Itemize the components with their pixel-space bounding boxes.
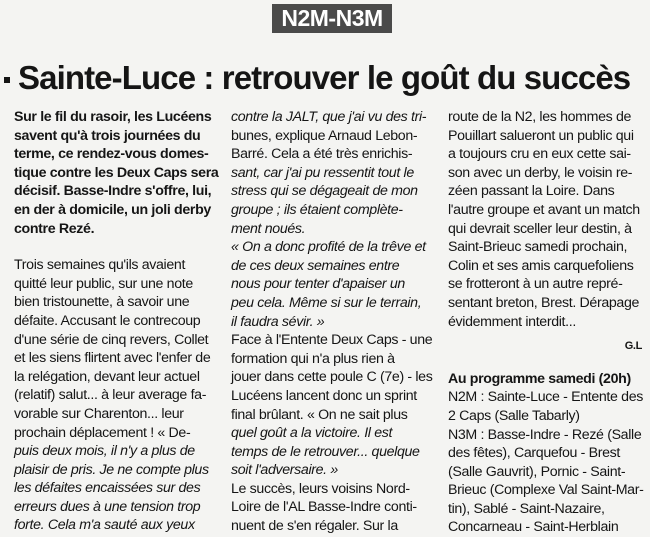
lead-line: décisif. Basse-Indre s'offre, lui, [14, 183, 212, 200]
body-line: final brûlant. « On ne sait plus [231, 406, 408, 423]
body-line: évidemment interdit... [448, 313, 576, 330]
lead-line: terme, ce rendez-vous domes- [14, 146, 209, 163]
section-kicker: N2M-N3M [272, 4, 392, 33]
body-line: plaisir de pris. Je ne compte plus [14, 461, 209, 478]
body-line: la relégation, devant leur actuel [14, 368, 200, 385]
body-line: Saint-Brieuc samedi prochain, [448, 239, 628, 256]
body-line: erreurs dues à une tension trop [14, 498, 201, 515]
body-line: stress qui se dégageait de mon [231, 183, 418, 200]
body-line: nuent de s'en régaler. Sur la [231, 518, 398, 535]
body-line: quel goût a la victoire. Il est [231, 425, 393, 442]
column-3 [448, 108, 646, 537]
body-line: prochain déplacement ! « De- [14, 424, 191, 441]
body-line: a toujours cru en eux cette sai- [448, 146, 631, 163]
bullet-icon [4, 77, 10, 83]
lead-line: savent qu'à trois journées du [14, 127, 201, 144]
headline-text: Sainte-Luce : retrouver le goût du succès [18, 59, 631, 96]
body-line: « On a donc profité de la trêve et [231, 239, 426, 256]
programme-line: N3M : Basse-Indre - Rezé (Salle [448, 426, 642, 443]
body-line: et les siens flirtent avec l'enfer de [14, 350, 211, 367]
body-line: nous pour tenter d'apaiser un [231, 276, 405, 293]
body-line: soit l'adversaire. » [231, 462, 338, 479]
body-line: quitté leur public, sur une note [14, 275, 193, 292]
lead-line: contre Rezé. [14, 220, 95, 237]
programme-line: des fêtes), Carquefou - Brest [448, 445, 621, 462]
body-line: route de la N2, les hommes de [448, 109, 632, 125]
body-line: Barré. Cela a été très enrichis- [231, 146, 413, 163]
body-line: contre la JALT, que j'ai vu des tri- [231, 109, 427, 125]
programme-line: N2M : Sainte-Luce - Entente des [448, 389, 643, 406]
body-line: qui devrait sceller leur destin, à [448, 220, 632, 237]
body-line: sentant breton, Brest. Dérapage [448, 294, 640, 311]
body-line: les défaites encaissées sur des [14, 480, 201, 497]
body-line: son avec un derby, le voisin re- [448, 164, 633, 181]
programme-line: Concarneau - Saint-Herblain [448, 519, 619, 536]
column-2 [231, 108, 437, 536]
body-line: l'autre groupe et avant un match [448, 201, 640, 218]
body-line: Trois semaines qu'ils avaient [14, 257, 186, 274]
body-line: groupe ; ils étaient complète- [231, 201, 403, 218]
body-line: (relatif) salut... à leur average fa- [14, 387, 207, 404]
body-line: temps de le retrouver... quelque [231, 443, 420, 460]
body-line: forte. Cela m'a sauté aux yeux [14, 517, 195, 534]
body-line: Pouillart salueront un public qui [448, 127, 634, 144]
programme-line: 2 Caps (Salle Tabarly) [448, 407, 580, 424]
programme-line: tin), Sablé - Saint-Nazaire, [448, 500, 605, 517]
programme-line: Brieuc (Complexe Val Saint-Mar- [448, 482, 644, 499]
body-line: Loire de l'AL Basse-Indre conti- [231, 499, 417, 516]
article-headline [4, 58, 644, 98]
body-line: bunes, explique Arnaud Lebon- [231, 127, 418, 144]
body-line: jouer dans cette poule C (7e) - les [231, 369, 433, 386]
programme-line: (Salle Gauvrit), Pornic - Saint- [448, 463, 626, 480]
body-line: Face à l'Entente Deux Caps - une [231, 332, 433, 349]
body-line: Lucéens lancent donc un sprint [231, 387, 417, 404]
body-line: de ces deux semaines entre [231, 257, 400, 274]
body-line: Colin et ses amis carquefoliens [448, 257, 634, 274]
body-line: d'une série de cinq revers, Collet [14, 331, 209, 348]
body-line: sant, car j'ai pu ressentit tout le [231, 164, 414, 181]
body-line: se frotteront à un autre repré- [448, 276, 623, 293]
lead-line: Sur le fil du rasoir, les Lucéens [14, 109, 212, 125]
body-line: ment noués. [231, 220, 306, 237]
body-line: Le succès, leurs voisins Nord- [231, 480, 410, 497]
body-paragraph [14, 256, 224, 535]
body-line: défaite. Accusant le contrecoup [14, 312, 201, 329]
body-line: formation qui n'a plus rien à [231, 350, 395, 367]
body-line: il faudra sévir. » [231, 313, 325, 330]
body-line: puis deux mois, il n'y a plus de [14, 443, 195, 460]
body-line: zéen passant la Loire. Dans [448, 183, 615, 200]
article-lead [14, 108, 224, 238]
lead-line: en der à domicile, un joli derby [14, 201, 211, 218]
author-signature: G.L [624, 340, 642, 353]
body-line: vorable sur Charenton... leur [14, 405, 184, 422]
programme-title: Au programme samedi (20h) [448, 370, 631, 387]
lead-line: tique contre les Deux Caps sera [14, 164, 219, 181]
body-line: bien tristounette, à savoir une [14, 294, 190, 311]
body-line: peu cela. Même si sur le terrain, [231, 294, 422, 311]
column-1 [14, 108, 224, 535]
